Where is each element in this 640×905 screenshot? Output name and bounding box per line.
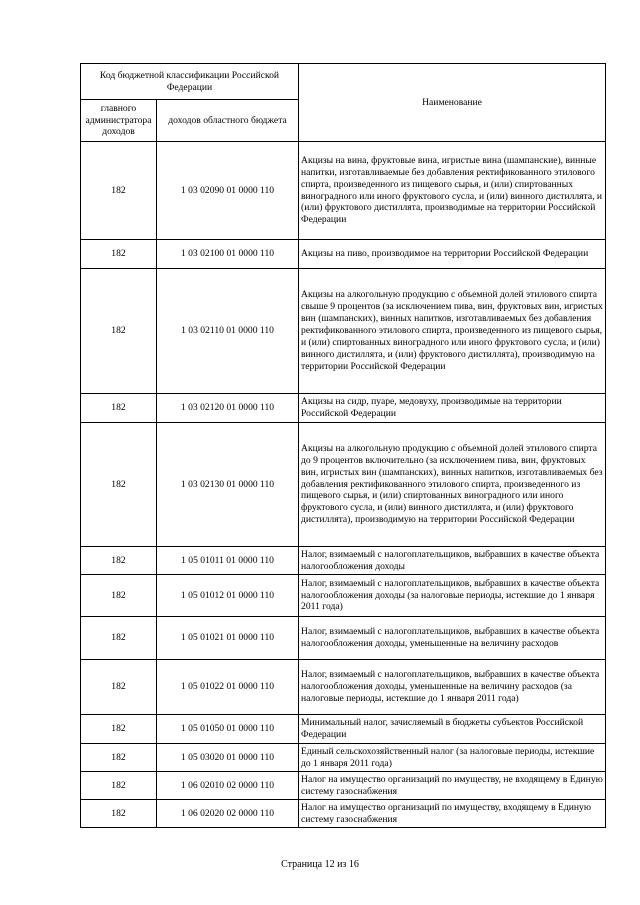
admin-code-cell: 182 <box>81 423 157 547</box>
admin-code-cell: 182 <box>81 800 157 828</box>
name-cell: Единый сельскохозяйственный налог (за налоговые периоды, истекшие до 1 января 2011 года) <box>299 744 606 772</box>
table-row <box>81 715 606 744</box>
budget-code-cell: 1 06 02010 02 0000 110 <box>157 772 299 800</box>
name-cell: Налог, взимаемый с налогоплательщиков, выбравших в качестве объекта налогообложения доходы, уменьшенные на величину расходов (за налоговые периоды, истекшие до 1 января 2011 года) <box>299 660 606 715</box>
admin-code-cell: 182 <box>81 715 157 744</box>
name-cell: Акцизы на сидр, пуаре, медовуху, производимые на территории Российской Федерации <box>299 394 606 423</box>
budget-code-cell: 1 03 02100 01 0000 110 <box>157 240 299 269</box>
name-cell: Налог, взимаемый с налогоплательщиков, выбравших в качестве объекта налогообложения доходы, уменьшенные на величину расходов <box>299 617 606 660</box>
table-row <box>81 269 606 394</box>
header-admin-cell: главного администратора доходов <box>81 100 157 142</box>
admin-code-cell: 182 <box>81 575 157 617</box>
budget-code-cell: 1 05 01050 01 0000 110 <box>157 715 299 744</box>
table-row <box>81 575 606 617</box>
table-row <box>81 142 606 240</box>
admin-code-cell: 182 <box>81 394 157 423</box>
name-cell: Минимальный налог, зачисляемый в бюджеты субъектов Российской Федерации <box>299 715 606 744</box>
budget-code-cell: 1 05 01021 01 0000 110 <box>157 617 299 660</box>
budget-code-cell: 1 06 02020 02 0000 110 <box>157 800 299 828</box>
table-row <box>81 660 606 715</box>
table-row <box>81 772 606 800</box>
table-row <box>81 744 606 772</box>
table-row <box>81 423 606 547</box>
header-group-cell: Код бюджетной классификации Российской Федерации <box>81 64 299 100</box>
name-cell: Налог на имущество организаций по имуществу, входящему в Единую систему газоснабжения <box>299 800 606 828</box>
budget-code-cell: 1 03 02130 01 0000 110 <box>157 423 299 547</box>
table-row <box>81 800 606 828</box>
admin-code-cell: 182 <box>81 660 157 715</box>
header-income-cell: доходов областного бюджета <box>157 100 299 142</box>
admin-code-cell: 182 <box>81 744 157 772</box>
budget-code-cell: 1 03 02110 01 0000 110 <box>157 269 299 394</box>
table-row <box>81 394 606 423</box>
header-row-1 <box>81 64 606 100</box>
name-cell: Акцизы на алкогольную продукцию с объемной долей этилового спирта до 9 процентов включительно (за исключением пива, вин, фруктовых вин, игристых вин (шампанских), винных напитков, изготавливаемых без добавления ректификованного этилового спирта, произведенного из пищевого сырья, и (или) спиртованных виноградного или иного фруктового сусла, и (или) винного дистиллята, и (или) фруктового дистиллята), производимую на территории Российской Федерации <box>299 423 606 547</box>
budget-code-cell: 1 05 01012 01 0000 110 <box>157 575 299 617</box>
table-row <box>81 547 606 575</box>
admin-code-cell: 182 <box>81 142 157 240</box>
budget-code-cell: 1 05 01011 01 0000 110 <box>157 547 299 575</box>
table-row <box>81 240 606 269</box>
admin-code-cell: 182 <box>81 772 157 800</box>
budget-code-cell: 1 03 02120 01 0000 110 <box>157 394 299 423</box>
budget-code-cell: 1 05 03020 01 0000 110 <box>157 744 299 772</box>
budget-classification-table <box>80 63 606 828</box>
admin-code-cell: 182 <box>81 240 157 269</box>
page-number: Страница 12 из 16 <box>281 859 359 870</box>
header-name-cell: Наименование <box>299 64 606 142</box>
name-cell: Налог, взимаемый с налогоплательщиков, выбравших в качестве объекта налогообложения доходы <box>299 547 606 575</box>
budget-code-cell: 1 05 01022 01 0000 110 <box>157 660 299 715</box>
table-row <box>81 617 606 660</box>
name-cell: Налог, взимаемый с налогоплательщиков, выбравших в качестве объекта налогообложения доходы (за налоговые периоды, истекшие до 1 января 2011 года) <box>299 575 606 617</box>
admin-code-cell: 182 <box>81 269 157 394</box>
admin-code-cell: 182 <box>81 547 157 575</box>
admin-code-cell: 182 <box>81 617 157 660</box>
name-cell: Акцизы на алкогольную продукцию с объемной долей этилового спирта свыше 9 процентов (за исключением пива, вин, фруктовых вин, игристых вин (шампанских), винных напитков, изготавливаемых без добавления ректификованного этилового спирта, произведенного из пищевого сырья, и (или) спиртованных виноградного или иного фруктового сусла, и (или) винного дистиллята, и (или) фруктового дистиллята), производимую на территории Российской Федерации <box>299 269 606 394</box>
name-cell: Акцизы на пиво, производимое на территории Российской Федерации <box>299 240 606 269</box>
name-cell: Акцизы на вина, фруктовые вина, игристые вина (шампанские), винные напитки, изготавливаемые без добавления ректификованного этилового спирта, произведенного из пищевого сырья, и (или) спиртованных виноградного или иного фруктового сусла, и (или) винного дистиллята, и (или) фруктового дистиллята, производимые на территории Российской Федерации <box>299 142 606 240</box>
budget-code-cell: 1 03 02090 01 0000 110 <box>157 142 299 240</box>
name-cell: Налог на имущество организаций по имуществу, не входящему в Единую систему газоснабжения <box>299 772 606 800</box>
